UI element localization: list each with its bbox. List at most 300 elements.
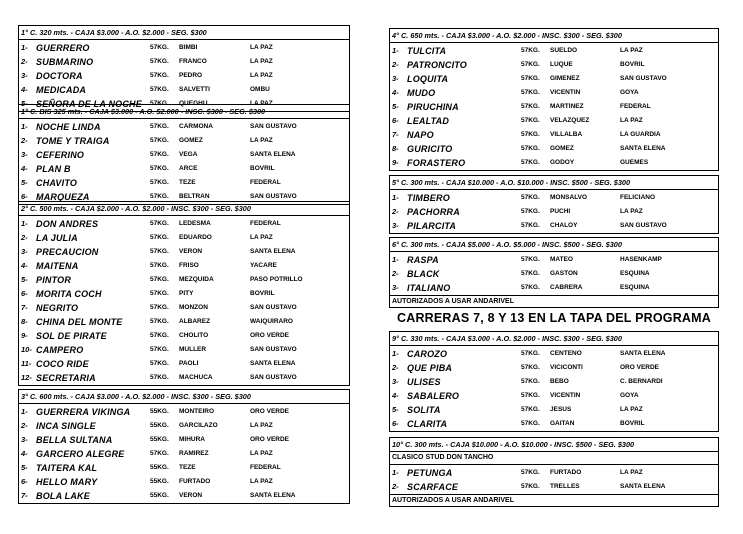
- weight: 57KG.: [521, 89, 540, 96]
- horse-name: CHAVITO: [36, 178, 78, 188]
- entry-row: [19, 162, 349, 176]
- race-card: [389, 175, 719, 234]
- weight: 57KG.: [521, 284, 540, 291]
- stud-name: LA GUARDIA: [620, 131, 661, 138]
- race-card: [18, 389, 350, 504]
- stud-name: SANTA ELENA: [250, 492, 296, 499]
- weight: 57KG.: [150, 123, 169, 130]
- entry-number: 9-: [21, 331, 28, 340]
- stud-name: FELICIANO: [620, 194, 656, 201]
- stud-name: BOVRIL: [250, 290, 275, 297]
- jockey-name: TRELLES: [550, 483, 580, 490]
- entry-number: 2-: [392, 207, 399, 216]
- horse-name: DON ANDRES: [36, 219, 99, 229]
- entry-number: 3-: [392, 283, 399, 292]
- horse-name: PATRONCITO: [407, 60, 467, 70]
- entry-row: [19, 287, 349, 301]
- entry-row: [19, 475, 349, 489]
- horse-name: TULCITA: [407, 46, 447, 56]
- jockey-name: VICENTIN: [550, 89, 581, 96]
- horse-name: SOL DE PIRATE: [36, 331, 107, 341]
- horse-name: DOCTORA: [36, 71, 83, 81]
- stud-name: SAN GUSTAVO: [250, 374, 297, 381]
- jockey-name: FURTADO: [550, 469, 582, 476]
- weight: 57KG.: [150, 276, 169, 283]
- stud-name: LA PAZ: [620, 469, 643, 476]
- entry-number: 3-: [21, 435, 28, 444]
- entry-list: [390, 43, 718, 170]
- entry-number: 11-: [21, 359, 32, 368]
- jockey-name: BEBO: [550, 378, 569, 385]
- horse-name: SCARFACE: [407, 482, 459, 492]
- entry-number: 3-: [21, 71, 28, 80]
- stud-name: SAN GUSTAVO: [620, 75, 667, 82]
- horse-name: ULISES: [407, 377, 441, 387]
- race-header: 1° C. BIS 325 mts. - CAJA $3.000 - A.O. $2.000 - INSC. $300 - SEG. $300: [19, 105, 349, 119]
- horse-name: TIMBERO: [407, 193, 450, 203]
- stud-name: SANTA ELENA: [620, 145, 666, 152]
- race-footer-note: AUTORIZADOS A USAR ANDARIVEL: [390, 494, 718, 506]
- entry-row: [390, 128, 718, 142]
- stud-name: LA PAZ: [250, 422, 273, 429]
- entry-number: 1-: [392, 255, 399, 264]
- entry-row: [390, 58, 718, 72]
- stud-name: FEDERAL: [250, 464, 281, 471]
- entry-row: [19, 176, 349, 190]
- jockey-name: VELAZQUEZ: [550, 117, 590, 124]
- horse-name: MAITENA: [36, 261, 79, 271]
- stud-name: LA PAZ: [620, 406, 643, 413]
- stud-name: SAN GUSTAVO: [250, 304, 297, 311]
- stud-name: HASENKAMP: [620, 256, 662, 263]
- entry-number: 4-: [21, 85, 28, 94]
- jockey-name: QUEGHU: [179, 100, 208, 107]
- horse-name: SOLITA: [407, 405, 441, 415]
- jockey-name: CHOLITO: [179, 332, 209, 339]
- stud-name: SAN GUSTAVO: [250, 193, 297, 200]
- entry-row: [390, 86, 718, 100]
- weight: 57KG.: [150, 165, 169, 172]
- entry-number: 7-: [21, 491, 28, 500]
- stud-name: LA PAZ: [250, 234, 273, 241]
- horse-name: BLACK: [407, 269, 440, 279]
- entry-row: [19, 433, 349, 447]
- entry-row: [19, 69, 349, 83]
- weight: 57KG.: [521, 392, 540, 399]
- weight: 57KG.: [150, 450, 169, 457]
- stud-name: C. BERNARDI: [620, 378, 663, 385]
- entry-row: [19, 41, 349, 55]
- weight: 57KG.: [150, 151, 169, 158]
- entry-number: 4-: [392, 391, 399, 400]
- stud-name: YACARE: [250, 262, 277, 269]
- horse-name: PLAN B: [36, 164, 71, 174]
- horse-name: PACHORRA: [407, 207, 460, 217]
- jockey-name: SALVETTI: [179, 86, 210, 93]
- entry-row: [19, 489, 349, 503]
- entry-row: [19, 83, 349, 97]
- weight: 57KG.: [150, 72, 169, 79]
- jockey-name: MEZQUIDA: [179, 276, 214, 283]
- jockey-name: GASTON: [550, 270, 578, 277]
- jockey-name: MONTEIRO: [179, 408, 215, 415]
- entry-row: [390, 267, 718, 281]
- jockey-name: GAITAN: [550, 420, 575, 427]
- weight: 55KG.: [150, 422, 169, 429]
- entry-row: [19, 120, 349, 134]
- entry-number: 1-: [21, 407, 28, 416]
- horse-name: NAPO: [407, 130, 434, 140]
- stud-name: SAN GUSTAVO: [250, 346, 297, 353]
- entry-row: [390, 375, 718, 389]
- horse-name: SUBMARINO: [36, 57, 94, 67]
- weight: 57KG.: [521, 131, 540, 138]
- entry-list: [390, 465, 718, 494]
- jockey-name: EDUARDO: [179, 234, 212, 241]
- race-card: [389, 437, 719, 507]
- entry-row: [19, 217, 349, 231]
- weight: 55KG.: [150, 408, 169, 415]
- jockey-name: VERON: [179, 248, 203, 255]
- jockey-name: CENTENO: [550, 350, 582, 357]
- race-card: [18, 104, 350, 205]
- entry-number: 3-: [21, 247, 28, 256]
- jockey-name: CHALOY: [550, 222, 578, 229]
- program-banner: CARRERAS 7, 8 Y 13 EN LA TAPA DEL PROGRAMA: [396, 311, 711, 325]
- jockey-name: RAMIREZ: [179, 450, 209, 457]
- entry-number: 4-: [21, 449, 28, 458]
- entry-row: [19, 148, 349, 162]
- entry-number: 3-: [392, 221, 399, 230]
- jockey-name: GARCILAZO: [179, 422, 218, 429]
- horse-name: PRECAUCION: [36, 247, 99, 257]
- entry-number: 5-: [21, 178, 28, 187]
- entry-row: [19, 447, 349, 461]
- entry-number: 3-: [392, 377, 399, 386]
- race-header: 2° C. 500 mts. - CAJA $2.000 - A.O. $2.000 - INSC. $300 - SEG. $300: [19, 202, 349, 216]
- horse-name: NEGRITO: [36, 303, 79, 313]
- jockey-name: VILLALBA: [550, 131, 583, 138]
- jockey-name: TEZE: [179, 464, 196, 471]
- stud-name: ORO VERDE: [250, 436, 290, 443]
- horse-name: SABALERO: [407, 391, 460, 401]
- entry-list: [19, 216, 349, 385]
- jockey-name: JESUS: [550, 406, 572, 413]
- entry-number: 1-: [21, 219, 28, 228]
- horse-name: PILARCITA: [407, 221, 457, 231]
- entry-row: [19, 405, 349, 419]
- jockey-name: PEDRO: [179, 72, 203, 79]
- jockey-name: LUQUE: [550, 61, 573, 68]
- weight: 57KG.: [521, 406, 540, 413]
- entry-list: [19, 404, 349, 503]
- horse-name: PETUNGA: [407, 468, 453, 478]
- entry-row: [390, 100, 718, 114]
- horse-name: HELLO MARY: [36, 477, 98, 487]
- stud-name: LA PAZ: [250, 72, 273, 79]
- jockey-name: MULLER: [179, 346, 207, 353]
- entry-row: [390, 191, 718, 205]
- weight: 57KG.: [150, 360, 169, 367]
- horse-name: BOLA LAKE: [36, 491, 90, 501]
- entry-number: 1-: [392, 193, 399, 202]
- horse-name: CHINA DEL MONTE: [36, 317, 123, 327]
- horse-name: INCA SINGLE: [36, 421, 96, 431]
- race-card: [389, 331, 719, 432]
- entry-list: [19, 119, 349, 204]
- jockey-name: TEZE: [179, 179, 196, 186]
- horse-name: CLARITA: [407, 419, 448, 429]
- race-header: 3° C. 600 mts. - CAJA $3.000 - A.O. $2.000 - INSC. $300 - SEG. $300: [19, 390, 349, 404]
- entry-number: 12-: [21, 373, 32, 382]
- stud-name: LA PAZ: [250, 137, 273, 144]
- weight: 55KG.: [150, 464, 169, 471]
- stud-name: ESQUINA: [620, 270, 650, 277]
- horse-name: MEDICADA: [36, 85, 87, 95]
- jockey-name: PUCHI: [550, 208, 571, 215]
- horse-name: MUDO: [407, 88, 436, 98]
- entry-number: 5-: [21, 275, 28, 284]
- entry-row: [19, 461, 349, 475]
- stud-name: BOVRIL: [250, 165, 275, 172]
- entry-number: 1-: [21, 122, 28, 131]
- horse-name: PIRUCHINA: [407, 102, 459, 112]
- horse-name: COCO RIDE: [36, 359, 89, 369]
- jockey-name: CARMONA: [179, 123, 213, 130]
- entry-number: 1-: [392, 468, 399, 477]
- horse-name: QUE PIBA: [407, 363, 453, 373]
- horse-name: LA JULIA: [36, 233, 78, 243]
- entry-row: [390, 205, 718, 219]
- entry-number: 5-: [392, 405, 399, 414]
- stud-name: LA PAZ: [620, 208, 643, 215]
- weight: 57KG.: [521, 145, 540, 152]
- weight: 57KG.: [521, 194, 540, 201]
- entry-number: 8-: [21, 317, 28, 326]
- entry-number: 2-: [392, 269, 399, 278]
- entry-row: [390, 281, 718, 295]
- entry-row: [390, 72, 718, 86]
- stud-name: ESQUINA: [620, 284, 650, 291]
- horse-name: ITALIANO: [407, 283, 451, 293]
- weight: 57KG.: [521, 208, 540, 215]
- race-header: 6° C. 300 mts. - CAJA $5.000 - A.O. $5.000 - INSC. $500 - SEG. $300: [390, 238, 718, 252]
- entry-number: 6-: [392, 116, 399, 125]
- horse-name: CEFERINO: [36, 150, 85, 160]
- weight: 57KG.: [521, 159, 540, 166]
- entry-row: [390, 114, 718, 128]
- entry-row: [390, 480, 718, 494]
- entry-number: 6-: [21, 289, 28, 298]
- entry-number: 6-: [392, 419, 399, 428]
- horse-name: NOCHE LINDA: [36, 122, 101, 132]
- stud-name: PASO POTRILLO: [250, 276, 303, 283]
- stud-name: SANTA ELENA: [250, 151, 296, 158]
- jockey-name: MONZON: [179, 304, 208, 311]
- weight: 57KG.: [150, 234, 169, 241]
- stud-name: GUEMES: [620, 159, 649, 166]
- jockey-name: VICICONTI: [550, 364, 583, 371]
- weight: 57KG.: [150, 374, 169, 381]
- horse-name: CAMPERO: [36, 345, 84, 355]
- weight: 57KG.: [521, 420, 540, 427]
- entry-row: [19, 329, 349, 343]
- jockey-name: GODOY: [550, 159, 575, 166]
- weight: 57KG.: [521, 469, 540, 476]
- weight: 57KG.: [150, 86, 169, 93]
- entry-list: [390, 346, 718, 431]
- weight: 57KG.: [521, 483, 540, 490]
- horse-name: GURICITO: [407, 144, 453, 154]
- stud-name: FEDERAL: [620, 103, 651, 110]
- stud-name: BOVRIL: [620, 420, 645, 427]
- entry-row: [19, 419, 349, 433]
- entry-row: [19, 245, 349, 259]
- entry-number: 7-: [392, 130, 399, 139]
- entry-number: 2-: [392, 363, 399, 372]
- weight: 55KG.: [150, 436, 169, 443]
- entry-row: [390, 219, 718, 233]
- entry-row: [19, 315, 349, 329]
- stud-name: LA PAZ: [250, 44, 273, 51]
- entry-row: [390, 361, 718, 375]
- weight: 57KG.: [521, 61, 540, 68]
- horse-name: MARQUEZA: [36, 192, 90, 202]
- stud-name: SAN GUSTAVO: [250, 123, 297, 130]
- jockey-name: FRANCO: [179, 58, 207, 65]
- jockey-name: FURTADO: [179, 478, 211, 485]
- horse-name: CAROZO: [407, 349, 448, 359]
- weight: 57KG.: [150, 262, 169, 269]
- stud-name: SAN GUSTAVO: [620, 222, 667, 229]
- entry-row: [19, 273, 349, 287]
- entry-row: [390, 253, 718, 267]
- entry-row: [390, 403, 718, 417]
- jockey-name: ALBAREZ: [179, 318, 211, 325]
- weight: 57KG.: [150, 179, 169, 186]
- horse-name: RASPA: [407, 255, 439, 265]
- weight: 57KG.: [150, 304, 169, 311]
- entry-number: 8-: [392, 144, 399, 153]
- horse-name: GUERRERA VIKINGA: [36, 407, 131, 417]
- race-header: 5° C. 300 mts. - CAJA $10.000 - A.O. $10.000 - INSC. $500 - SEG. $300: [390, 176, 718, 190]
- stud-name: SANTA ELENA: [620, 483, 666, 490]
- weight: 57KG.: [521, 256, 540, 263]
- horse-name: PINTOR: [36, 275, 72, 285]
- jockey-name: SUELDO: [550, 47, 578, 54]
- entry-number: 2-: [392, 60, 399, 69]
- stud-name: WAIQUIRARO: [250, 318, 293, 325]
- weight: 57KG.: [521, 364, 540, 371]
- race-card: [18, 25, 350, 112]
- entry-number: 3-: [21, 150, 28, 159]
- entry-row: [390, 156, 718, 170]
- stud-name: FEDERAL: [250, 220, 281, 227]
- weight: 57KG.: [150, 332, 169, 339]
- race-subheader: CLASICO STUD DON TANCHO: [390, 452, 718, 465]
- jockey-name: BIMBI: [179, 44, 198, 51]
- entry-row: [19, 134, 349, 148]
- weight: 57KG.: [521, 117, 540, 124]
- stud-name: BOVRIL: [620, 61, 645, 68]
- entry-number: 2-: [21, 136, 28, 145]
- entry-number: 4-: [21, 164, 28, 173]
- jockey-name: MIHURA: [179, 436, 205, 443]
- jockey-name: BELTRAN: [179, 193, 210, 200]
- entry-list: [390, 252, 718, 295]
- weight: 57KG.: [150, 318, 169, 325]
- horse-name: MORITA COCH: [36, 289, 102, 299]
- jockey-name: ARCE: [179, 165, 198, 172]
- entry-list: [390, 190, 718, 233]
- stud-name: FEDERAL: [250, 179, 281, 186]
- entry-row: [19, 371, 349, 385]
- entry-number: 6-: [21, 192, 28, 201]
- entry-number: 6-: [21, 477, 28, 486]
- jockey-name: PITY: [179, 290, 194, 297]
- stud-name: LA PAZ: [250, 478, 273, 485]
- entry-number: 3-: [392, 74, 399, 83]
- horse-name: LEALTAD: [407, 116, 450, 126]
- entry-row: [390, 466, 718, 480]
- entry-number: 5-: [21, 99, 28, 108]
- entry-number: 2-: [21, 233, 28, 242]
- stud-name: LA PAZ: [620, 117, 643, 124]
- entry-row: [390, 142, 718, 156]
- stud-name: ORO VERDE: [620, 364, 660, 371]
- entry-number: 1-: [392, 46, 399, 55]
- stud-name: GOYA: [620, 392, 639, 399]
- horse-name: BELLA SULTANA: [36, 435, 113, 445]
- horse-name: SEÑORA DE LA NOCHE: [36, 99, 142, 109]
- entry-number: 10-: [21, 345, 32, 354]
- race-header: 9° C. 330 mts. - CAJA $3.000 - A.O. $2.000 - INSC. $300 - SEG. $300: [390, 332, 718, 346]
- entry-number: 5-: [392, 102, 399, 111]
- stud-name: GOYA: [620, 89, 639, 96]
- race-card: [389, 28, 719, 171]
- stud-name: LA PAZ: [620, 47, 643, 54]
- weight: 57KG.: [150, 346, 169, 353]
- weight: 57KG.: [150, 100, 169, 107]
- weight: 57KG.: [521, 270, 540, 277]
- weight: 57KG.: [150, 193, 169, 200]
- jockey-name: GIMENEZ: [550, 75, 580, 82]
- weight: 57KG.: [521, 103, 540, 110]
- jockey-name: MATEO: [550, 256, 573, 263]
- entry-row: [19, 301, 349, 315]
- entry-row: [390, 417, 718, 431]
- entry-number: 9-: [392, 158, 399, 167]
- weight: 57KG.: [150, 44, 169, 51]
- horse-name: GUERRERO: [36, 43, 90, 53]
- jockey-name: LEDESMA: [179, 220, 211, 227]
- entry-row: [390, 347, 718, 361]
- weight: 57KG.: [521, 350, 540, 357]
- entry-row: [19, 343, 349, 357]
- entry-number: 7-: [21, 303, 28, 312]
- horse-name: GARCERO ALEGRE: [36, 449, 125, 459]
- stud-name: SANTA ELENA: [250, 360, 296, 367]
- jockey-name: FRISO: [179, 262, 199, 269]
- race-header: 1° C. 320 mts. - CAJA $3.000 - A.O. $2.000 - SEG. $300: [19, 26, 349, 40]
- jockey-name: MONSALVO: [550, 194, 588, 201]
- weight: 57KG.: [521, 378, 540, 385]
- entry-number: 1-: [392, 349, 399, 358]
- stud-name: LA PAZ: [250, 100, 273, 107]
- entry-row: [390, 44, 718, 58]
- weight: 57KG.: [150, 290, 169, 297]
- race-header: 10° C. 300 mts. - CAJA $10.000 - A.O. $10.000 - INSC. $500 - SEG. $300: [390, 438, 718, 452]
